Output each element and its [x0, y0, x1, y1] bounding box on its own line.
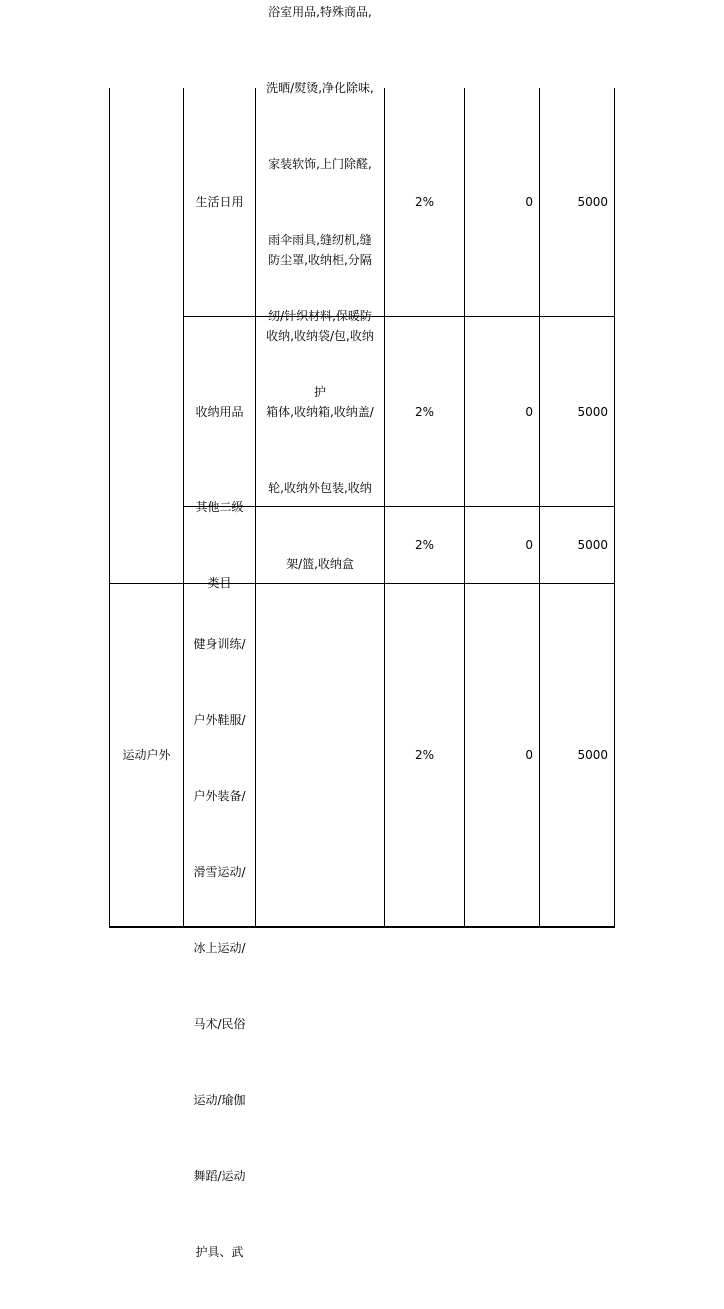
level3-text: 防尘罩,收纳柜,分隔 收纳,收纳袋/包,收纳 箱体,收纳箱,收纳盖/ 轮,收纳外包装,收纳 架/篮,收纳盒 [266, 252, 374, 571]
table-row-1-level2 [184, 88, 255, 316]
table-border-right [614, 88, 615, 928]
table-border-bottom [109, 926, 615, 928]
table-row-2-col5: 0 [525, 404, 533, 419]
level2-text: 收纳用品 [195, 404, 244, 419]
table-row-4-col5: 0 [525, 748, 533, 762]
table-row-3-level2 [184, 500, 255, 590]
table-row-1-col6: 5000 [577, 195, 608, 209]
level2-text: 健身训练/ 户外鞋服/ 户外装备/ 滑雪运动/ 冰上运动/ 马术/民俗 运动/瑜伽 舞蹈/运动 护具、武 [193, 637, 246, 1259]
level2-text: 生活日用 [195, 195, 244, 209]
table-row-4-level1: 运动户外 [122, 748, 171, 762]
table-row-2-level3 [256, 252, 384, 571]
level2-text: 其他二级 类目 [195, 500, 244, 590]
level3-text: 浴室用品,特殊商品, 洗晒/熨烫,净化除味, 家装软饰,上门除醛, 雨伞雨具,缝纫机,缝 纫/针织材料,保暖防 护 [266, 5, 374, 399]
table-row-1-col5: 0 [525, 195, 533, 209]
table-row-4-col6: 5000 [577, 748, 608, 762]
table-row-2-rate: 2% [414, 404, 435, 419]
table-row-4-level2 [184, 587, 255, 1259]
table-row-3-rate: 2% [414, 538, 435, 552]
table-row-4-rate: 2% [414, 748, 435, 762]
table-row-3-col6: 5000 [577, 538, 608, 552]
table-row-3-col5: 0 [525, 538, 533, 552]
table-row-2-col6: 5000 [577, 404, 608, 419]
table-row-1-rate: 2% [414, 195, 435, 209]
